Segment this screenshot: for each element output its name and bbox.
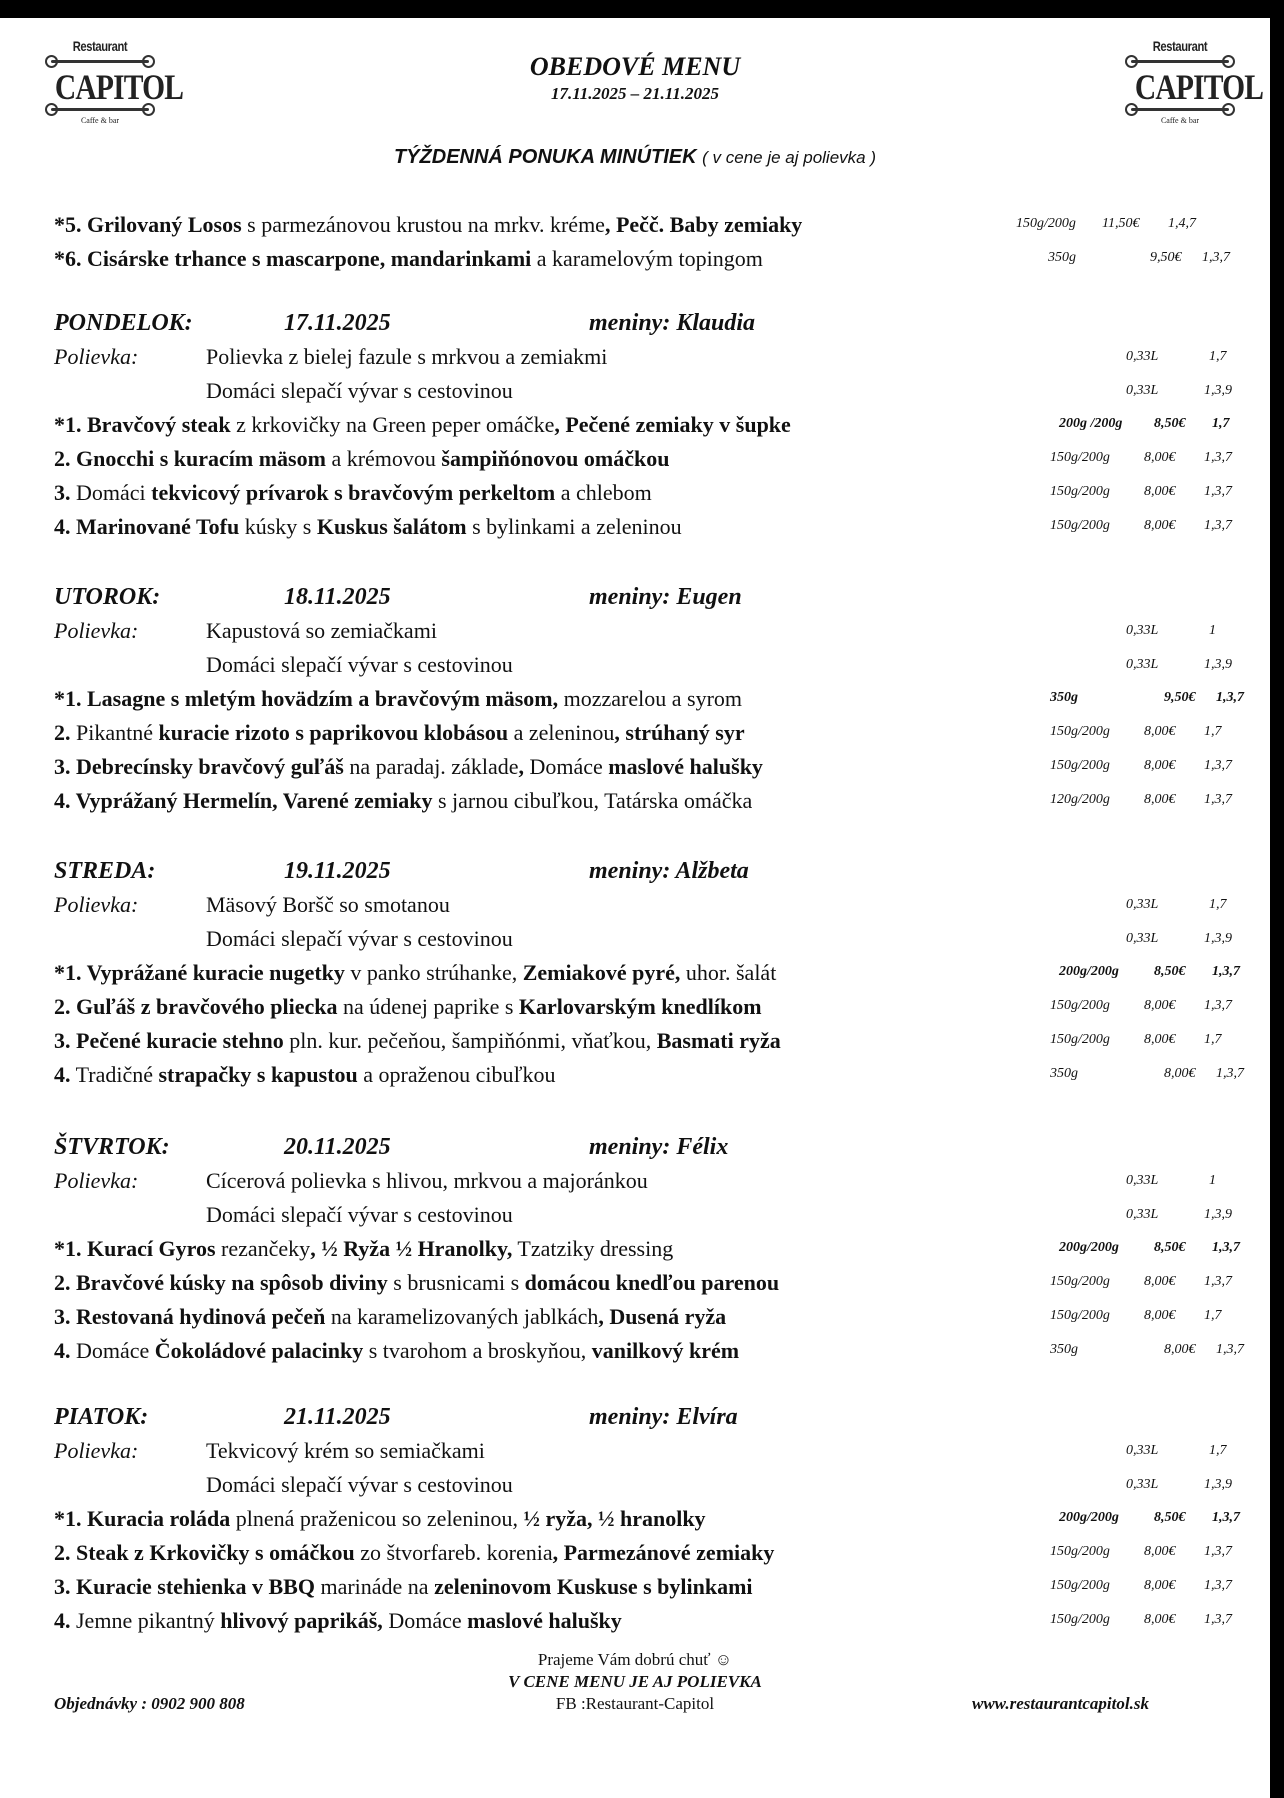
bold-text: *1. Vyprážané kuracie nugetky bbox=[54, 960, 345, 985]
menu-item-weight: 150g/200g bbox=[1050, 518, 1110, 533]
day-heading bbox=[54, 1134, 1254, 1164]
menu-item-price: 8,00€ bbox=[1144, 1032, 1176, 1047]
footer-orders-phone[interactable]: Objednávky : 0902 900 808 bbox=[54, 1694, 245, 1713]
weekly-offer-heading: TÝŽDENNÁ PONUKA MINÚTIEK ( v cene je aj polievka ) bbox=[393, 146, 877, 168]
bold-text: maslové halušky bbox=[608, 754, 763, 779]
regular-text: pln. kur. pečeňou, šampiňónmi, vňaťkou, bbox=[283, 1028, 657, 1053]
soup-allergens: 1,3,9 bbox=[1204, 1207, 1232, 1222]
soup-item bbox=[54, 618, 1254, 648]
bold-text: , Dusená ryža bbox=[598, 1304, 727, 1329]
bold-text: 4. Vyprážaný Hermelín, Varené zemiaky bbox=[54, 788, 433, 813]
regular-text: a chlebom bbox=[555, 480, 652, 505]
bold-text: 2. Gnocchi s kuracím mäsom bbox=[54, 446, 326, 471]
bold-text: , Parmezánové zemiaky bbox=[552, 1540, 775, 1565]
menu-item-name bbox=[54, 1304, 726, 1330]
menu-item-price: 8,00€ bbox=[1144, 998, 1176, 1013]
bold-text: zeleninovom Kuskuse s bylinkami bbox=[434, 1574, 753, 1599]
regular-text: Jemne pikantný bbox=[70, 1608, 221, 1633]
menu-item-name bbox=[54, 720, 745, 746]
soup-volume: 0,33L bbox=[1126, 657, 1159, 672]
menu-item bbox=[54, 514, 1254, 544]
bold-text: , Pečč. Baby zemiaky bbox=[604, 212, 803, 237]
regular-text: uhor. šalát bbox=[680, 960, 777, 985]
menu-item-weight: 150g/200g bbox=[1016, 216, 1076, 231]
regular-text: na paradaj. základe bbox=[343, 754, 519, 779]
bold-text: 2. bbox=[54, 720, 71, 745]
menu-item-weight: 350g bbox=[1048, 250, 1076, 265]
regular-text: s parmezánovou krustou na mrkv. kréme bbox=[241, 212, 605, 237]
menu-item bbox=[54, 1062, 1254, 1092]
menu-item bbox=[54, 960, 1254, 990]
bold-text: , bbox=[518, 754, 524, 779]
day-date: 20.11.2025 bbox=[284, 1134, 391, 1160]
menu-item-name bbox=[54, 788, 752, 814]
menu-item bbox=[54, 412, 1254, 442]
menu-item-price: 8,50€ bbox=[1154, 964, 1186, 979]
soup-name: Domáci slepačí vývar s cestovinou bbox=[206, 378, 513, 403]
bold-text: hlivový paprikáš, bbox=[220, 1608, 383, 1633]
menu-item-name bbox=[54, 1236, 673, 1262]
menu-item-name bbox=[54, 960, 776, 986]
menu-item-weight: 120g/200g bbox=[1050, 792, 1110, 807]
regular-text: a opraženou cibuľkou bbox=[357, 1062, 556, 1087]
menu-dates: 17.11.2025 – 21.11.2025 bbox=[550, 84, 720, 103]
menu-item-allergens: 1,3,7 bbox=[1216, 690, 1244, 705]
bold-text: *5. Grilovaný Losos bbox=[54, 212, 242, 237]
menu-title: OBEDOVÉ MENU bbox=[529, 52, 741, 81]
menu-item-price: 8,00€ bbox=[1144, 724, 1176, 739]
soup-allergens: 1 bbox=[1209, 623, 1216, 638]
soup-item bbox=[54, 892, 1254, 922]
menu-item-weight: 200g /200g bbox=[1059, 416, 1123, 431]
menu-item bbox=[54, 1304, 1254, 1334]
menu-item-weight: 150g/200g bbox=[1050, 1612, 1110, 1627]
menu-item bbox=[54, 720, 1254, 750]
menu-item-name bbox=[54, 754, 763, 780]
regular-text: s brusnicami s bbox=[387, 1270, 525, 1295]
name-day: meniny: Félix bbox=[589, 1134, 729, 1160]
soup-item bbox=[54, 652, 1254, 682]
regular-text: Tzatziky dressing bbox=[512, 1236, 674, 1261]
regular-text: kúsky s bbox=[239, 514, 317, 539]
soup-allergens: 1 bbox=[1209, 1173, 1216, 1188]
menu-item-price: 8,50€ bbox=[1154, 1240, 1186, 1255]
bold-text: 3. bbox=[54, 480, 71, 505]
menu-item-price: 8,00€ bbox=[1144, 1308, 1176, 1323]
soup-allergens: 1,3,9 bbox=[1204, 1477, 1232, 1492]
regular-text: s jarnou cibuľkou, Tatárska omáčka bbox=[432, 788, 753, 813]
bold-text: 2. Guľáš z bravčového pliecka bbox=[54, 994, 338, 1019]
regular-text: mozzarelou a syrom bbox=[558, 686, 743, 711]
regular-text: marináde na bbox=[314, 1574, 435, 1599]
menu-item-price: 8,00€ bbox=[1164, 1066, 1196, 1081]
bold-text: *1. Bravčový steak bbox=[54, 412, 231, 437]
menu-item-allergens: 1,3,7 bbox=[1212, 1240, 1240, 1255]
menu-item-weight: 150g/200g bbox=[1050, 758, 1110, 773]
regular-text: s bylinkami a zeleninou bbox=[466, 514, 682, 539]
menu-item-weight: 150g/200g bbox=[1050, 1274, 1110, 1289]
menu-item-allergens: 1,3,7 bbox=[1204, 998, 1232, 1013]
menu-item-allergens: 1,3,7 bbox=[1204, 1612, 1232, 1627]
soup-volume: 0,33L bbox=[1126, 931, 1159, 946]
menu-item-weight: 150g/200g bbox=[1050, 998, 1110, 1013]
menu-item-allergens: 1,3,7 bbox=[1204, 484, 1232, 499]
bold-text: Karlovarským knedlíkom bbox=[518, 994, 762, 1019]
menu-item-name bbox=[54, 1574, 753, 1600]
menu-item-allergens: 1,3,7 bbox=[1204, 792, 1232, 807]
soup-name: Kapustová so zemiačkami bbox=[206, 618, 437, 643]
soup-item bbox=[54, 1472, 1254, 1502]
menu-item-weight: 350g bbox=[1050, 690, 1078, 705]
menu-item-weight: 150g/200g bbox=[1050, 1032, 1110, 1047]
footer-wish: Prajeme Vám dobrú chuť ☺ bbox=[537, 1650, 733, 1669]
menu-item-name bbox=[54, 1062, 555, 1088]
bold-text: domácou knedľou parenou bbox=[524, 1270, 780, 1295]
bold-text: 2. Bravčové kúsky na spôsob diviny bbox=[54, 1270, 388, 1295]
menu-item-allergens: 1,3,7 bbox=[1204, 518, 1232, 533]
regular-text: Domáce bbox=[382, 1608, 468, 1633]
menu-item-price: 8,00€ bbox=[1144, 792, 1176, 807]
menu-item-price: 9,50€ bbox=[1150, 250, 1182, 265]
soup-name: Domáci slepačí vývar s cestovinou bbox=[206, 1472, 513, 1497]
menu-item-allergens: 1,3,7 bbox=[1204, 1274, 1232, 1289]
bold-text: 3. Restovaná hydinová pečeň bbox=[54, 1304, 326, 1329]
menu-item-name bbox=[54, 212, 802, 238]
bold-text: *1. Kuracia roláda bbox=[54, 1506, 231, 1531]
bold-text: 2. Steak z Krkovičky s omáčkou bbox=[54, 1540, 355, 1565]
name-day: meniny: Eugen bbox=[589, 584, 742, 610]
bold-text: *6. Cisárske trhance s mascarpone, mandarinkami bbox=[54, 246, 532, 271]
soup-volume: 0,33L bbox=[1126, 383, 1159, 398]
footer-website[interactable]: www.restaurantcapitol.sk bbox=[972, 1694, 1149, 1713]
bold-text: 4. Marinované Tofu bbox=[54, 514, 240, 539]
soup-name: Domáci slepačí vývar s cestovinou bbox=[206, 1202, 513, 1227]
day-heading bbox=[54, 584, 1254, 614]
menu-item-allergens: 1,3,7 bbox=[1204, 1544, 1232, 1559]
menu-item-allergens: 1,7 bbox=[1204, 1032, 1222, 1047]
soup-label: Polievka: bbox=[54, 892, 139, 917]
regular-text: plnená praženicou so zeleninou, bbox=[230, 1506, 524, 1531]
soup-name: Domáci slepačí vývar s cestovinou bbox=[206, 926, 513, 951]
bold-text: 4. bbox=[54, 1608, 71, 1633]
menu-item bbox=[54, 1338, 1254, 1368]
bold-text: Čokoládové palacinky bbox=[154, 1338, 364, 1363]
menu-item bbox=[54, 1270, 1254, 1300]
menu-item-weight: 200g/200g bbox=[1059, 964, 1119, 979]
soup-item bbox=[54, 1438, 1254, 1468]
menu-item-name bbox=[54, 514, 682, 540]
menu-item-price: 8,00€ bbox=[1144, 1544, 1176, 1559]
regular-text: rezančeky bbox=[215, 1236, 311, 1261]
menu-item bbox=[54, 446, 1254, 476]
footer-facebook[interactable]: FB :Restaurant-Capitol bbox=[555, 1694, 715, 1713]
soup-allergens: 1,3,9 bbox=[1204, 383, 1232, 398]
regular-text: Tradičné bbox=[70, 1062, 159, 1087]
menu-item-allergens: 1,3,7 bbox=[1202, 250, 1230, 265]
bold-text: tekvicový prívarok s bravčovým perkeltom bbox=[151, 480, 556, 505]
menu-item bbox=[54, 212, 1254, 242]
menu-item-price: 8,50€ bbox=[1154, 1510, 1186, 1525]
menu-item-price: 11,50€ bbox=[1102, 216, 1140, 231]
bold-text: 4. bbox=[54, 1338, 71, 1363]
soup-allergens: 1,7 bbox=[1209, 1443, 1227, 1458]
bold-text: 3. Debrecínsky bravčový guľáš bbox=[54, 754, 344, 779]
name-day: meniny: Elvíra bbox=[589, 1404, 738, 1430]
restaurant-logo-right: Restaurant CAPITOL Caffe & bar bbox=[1125, 38, 1235, 138]
regular-text: a karamelovým topingom bbox=[531, 246, 763, 271]
regular-text: v panko strúhanke, bbox=[344, 960, 523, 985]
menu-item bbox=[54, 1540, 1254, 1570]
menu-item-allergens: 1,3,7 bbox=[1204, 450, 1232, 465]
bold-text: Zemiakové pyré, bbox=[522, 960, 681, 985]
menu-item-allergens: 1,7 bbox=[1204, 724, 1222, 739]
menu-item-price: 8,00€ bbox=[1144, 450, 1176, 465]
bold-text: , strúhaný syr bbox=[614, 720, 745, 745]
menu-item-name bbox=[54, 1338, 739, 1364]
menu-item-price: 8,00€ bbox=[1144, 758, 1176, 773]
bold-text: šampiňónovou omáčkou bbox=[441, 446, 670, 471]
day-date: 21.11.2025 bbox=[284, 1404, 391, 1430]
menu-item-name bbox=[54, 1540, 774, 1566]
soup-volume: 0,33L bbox=[1126, 1443, 1159, 1458]
menu-item-weight: 150g/200g bbox=[1050, 1308, 1110, 1323]
menu-item-price: 8,00€ bbox=[1144, 518, 1176, 533]
menu-item-allergens: 1,3,7 bbox=[1204, 1578, 1232, 1593]
bold-text: vanilkový krém bbox=[591, 1338, 740, 1363]
soup-volume: 0,33L bbox=[1126, 349, 1159, 364]
menu-item-price: 8,00€ bbox=[1144, 484, 1176, 499]
bold-text: *1. Lasagne s mletým hovädzím a bravčovým mäsom, bbox=[54, 686, 559, 711]
soup-allergens: 1,3,9 bbox=[1204, 931, 1232, 946]
menu-item-name bbox=[54, 1028, 781, 1054]
menu-item bbox=[54, 480, 1254, 510]
day-heading bbox=[54, 1404, 1254, 1434]
menu-item-name bbox=[54, 480, 652, 506]
soup-volume: 0,33L bbox=[1126, 1207, 1159, 1222]
soup-name: Tekvicový krém so semiačkami bbox=[206, 1438, 485, 1463]
day-date: 18.11.2025 bbox=[284, 584, 391, 610]
regular-text: zo štvorfareb. korenia bbox=[354, 1540, 553, 1565]
menu-item-allergens: 1,4,7 bbox=[1168, 216, 1196, 231]
menu-item-name bbox=[54, 1270, 779, 1296]
restaurant-logo-left: Restaurant CAPITOL Caffe & bar bbox=[45, 38, 155, 138]
soup-name: Domáci slepačí vývar s cestovinou bbox=[206, 652, 513, 677]
menu-item-price: 8,00€ bbox=[1144, 1274, 1176, 1289]
day-date: 17.11.2025 bbox=[284, 310, 391, 336]
menu-item bbox=[54, 1574, 1254, 1604]
soup-label: Polievka: bbox=[54, 1168, 139, 1193]
menu-item-allergens: 1,3,7 bbox=[1216, 1342, 1244, 1357]
bold-text: Basmati ryža bbox=[656, 1028, 781, 1053]
bold-text: 3. Kuracie stehienka v BBQ bbox=[54, 1574, 315, 1599]
soup-item bbox=[54, 378, 1254, 408]
day-name: PONDELOK: bbox=[54, 310, 193, 336]
soup-volume: 0,33L bbox=[1126, 897, 1159, 912]
menu-item bbox=[54, 686, 1254, 716]
menu-item-price: 8,00€ bbox=[1144, 1612, 1176, 1627]
menu-item-weight: 150g/200g bbox=[1050, 450, 1110, 465]
menu-item-weight: 150g/200g bbox=[1050, 1578, 1110, 1593]
day-date: 19.11.2025 bbox=[284, 858, 391, 884]
soup-item bbox=[54, 1202, 1254, 1232]
bold-text: Kuskus šalátom bbox=[316, 514, 467, 539]
soup-volume: 0,33L bbox=[1126, 1477, 1159, 1492]
regular-text: s tvarohom a broskyňou, bbox=[363, 1338, 592, 1363]
menu-item-weight: 200g/200g bbox=[1059, 1510, 1119, 1525]
soup-volume: 0,33L bbox=[1126, 623, 1159, 638]
menu-item-name bbox=[54, 446, 669, 472]
regular-text: Domáce bbox=[70, 1338, 155, 1363]
soup-item bbox=[54, 344, 1254, 374]
regular-text: na údenej paprike s bbox=[337, 994, 519, 1019]
regular-text: a zeleninou bbox=[508, 720, 615, 745]
menu-item-allergens: 1,7 bbox=[1204, 1308, 1222, 1323]
menu-item-allergens: 1,3,7 bbox=[1212, 1510, 1240, 1525]
soup-name: Cícerová polievka s hlivou, mrkvou a majoránkou bbox=[206, 1168, 648, 1193]
menu-item-price: 8,50€ bbox=[1154, 416, 1186, 431]
day-heading bbox=[54, 858, 1254, 888]
name-day: meniny: Klaudia bbox=[589, 310, 756, 336]
bold-text: kuracie rizoto s paprikovou klobásou bbox=[158, 720, 509, 745]
day-name: STREDA: bbox=[54, 858, 156, 884]
soup-item bbox=[54, 926, 1254, 956]
bold-text: maslové halušky bbox=[467, 1608, 622, 1633]
soup-name: Mäsový Boršč so smotanou bbox=[206, 892, 450, 917]
menu-item-weight: 200g/200g bbox=[1059, 1240, 1119, 1255]
regular-text: Pikantné bbox=[70, 720, 159, 745]
menu-item-name bbox=[54, 994, 762, 1020]
menu-item-allergens: 1,3,7 bbox=[1216, 1066, 1244, 1081]
bold-text: 3. Pečené kuracie stehno bbox=[54, 1028, 284, 1053]
menu-item-weight: 150g/200g bbox=[1050, 724, 1110, 739]
bold-text: , Pečené zemiaky v šupke bbox=[554, 412, 791, 437]
soup-label: Polievka: bbox=[54, 1438, 139, 1463]
bold-text: , ½ Ryža ½ Hranolky, bbox=[310, 1236, 513, 1261]
day-name: ŠTVRTOK: bbox=[54, 1134, 170, 1160]
menu-item-price: 9,50€ bbox=[1164, 690, 1196, 705]
menu-item-allergens: 1,3,7 bbox=[1204, 758, 1232, 773]
regular-text: a krémovou bbox=[325, 446, 442, 471]
menu-item bbox=[54, 994, 1254, 1024]
soup-label: Polievka: bbox=[54, 618, 139, 643]
regular-text: Domáce bbox=[523, 754, 609, 779]
name-day: meniny: Alžbeta bbox=[589, 858, 749, 884]
menu-item-allergens: 1,7 bbox=[1212, 416, 1230, 431]
menu-item bbox=[54, 788, 1254, 818]
regular-text: z krkovičky na Green peper omáčke bbox=[230, 412, 555, 437]
menu-item bbox=[54, 1236, 1254, 1266]
day-name: PIATOK: bbox=[54, 1404, 149, 1430]
menu-item-allergens: 1,3,7 bbox=[1212, 964, 1240, 979]
soup-name: Polievka z bielej fazule s mrkvou a zemiakmi bbox=[206, 344, 608, 369]
bold-text: *1. Kurací Gyros bbox=[54, 1236, 216, 1261]
bold-text: 4. bbox=[54, 1062, 71, 1087]
menu-item bbox=[54, 1028, 1254, 1058]
footer-note: V CENE MENU JE AJ POLIEVKA bbox=[508, 1672, 762, 1691]
menu-item-weight: 350g bbox=[1050, 1342, 1078, 1357]
menu-item-name bbox=[54, 686, 742, 712]
menu-page bbox=[0, 18, 1270, 1798]
menu-item-name bbox=[54, 1608, 622, 1634]
menu-item bbox=[54, 246, 1254, 276]
menu-item-weight: 150g/200g bbox=[1050, 1544, 1110, 1559]
menu-item-price: 8,00€ bbox=[1164, 1342, 1196, 1357]
menu-item bbox=[54, 1506, 1254, 1536]
menu-item-name bbox=[54, 412, 791, 438]
menu-item bbox=[54, 754, 1254, 784]
soup-item bbox=[54, 1168, 1254, 1198]
bold-text: ½ ryža, ½ hranolky bbox=[523, 1506, 706, 1531]
menu-item-name bbox=[54, 1506, 706, 1532]
menu-item-weight: 150g/200g bbox=[1050, 484, 1110, 499]
day-heading bbox=[54, 310, 1254, 340]
bold-text: strapačky s kapustou bbox=[158, 1062, 358, 1087]
soup-volume: 0,33L bbox=[1126, 1173, 1159, 1188]
soup-allergens: 1,7 bbox=[1209, 897, 1227, 912]
soup-allergens: 1,7 bbox=[1209, 349, 1227, 364]
day-name: UTOROK: bbox=[54, 584, 161, 610]
soup-label: Polievka: bbox=[54, 344, 139, 369]
menu-item bbox=[54, 1608, 1254, 1638]
soup-allergens: 1,3,9 bbox=[1204, 657, 1232, 672]
menu-item-price: 8,00€ bbox=[1144, 1578, 1176, 1593]
menu-item-weight: 350g bbox=[1050, 1066, 1078, 1081]
menu-item-name bbox=[54, 246, 763, 272]
regular-text: Domáci bbox=[70, 480, 152, 505]
regular-text: na karamelizovaných jablkách bbox=[325, 1304, 599, 1329]
